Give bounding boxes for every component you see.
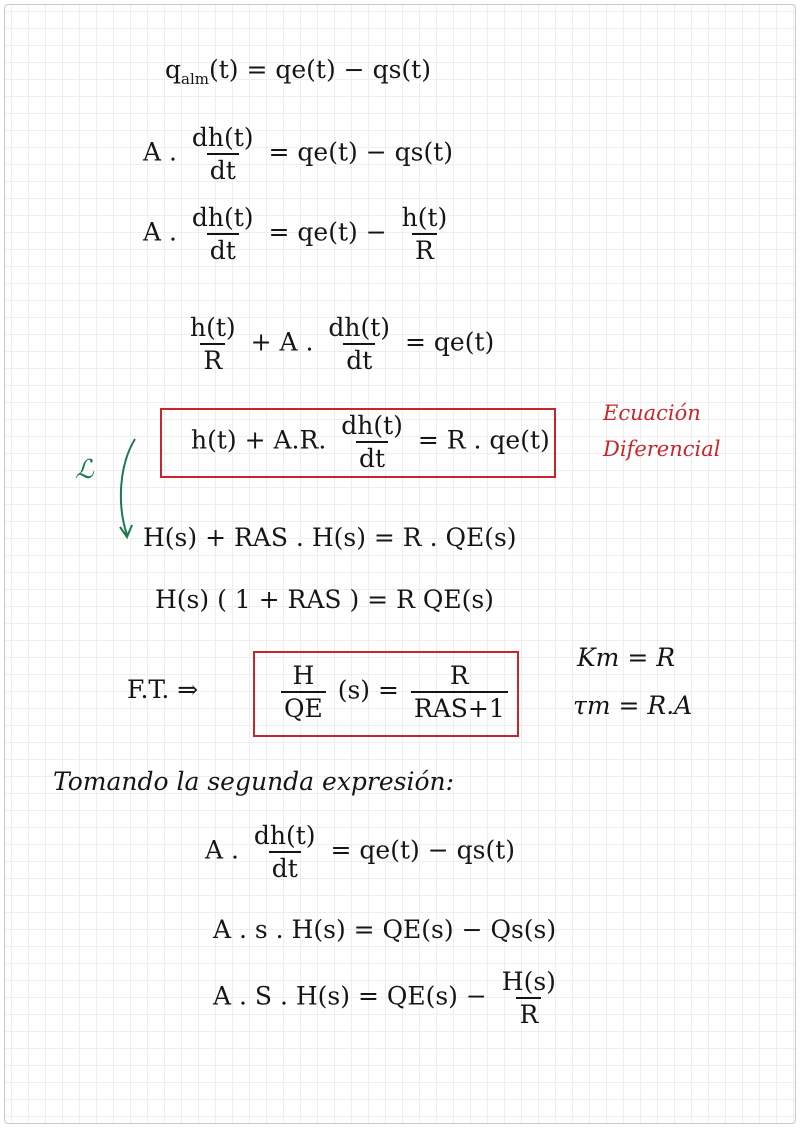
eq11-numerator: H(s) bbox=[501, 967, 556, 996]
ft-numerator-2: R bbox=[449, 661, 469, 690]
annotation-ecuacion: Ecuación bbox=[603, 401, 701, 425]
eq4-denominator-1: R bbox=[200, 343, 225, 373]
equation-factored bbox=[155, 587, 494, 612]
eq2-fraction bbox=[189, 125, 257, 183]
eq3-lhs: A . bbox=[143, 217, 177, 247]
eq3-denominator-2: R bbox=[412, 233, 437, 263]
ft-denominator-1: QE bbox=[281, 691, 326, 721]
eq4-numerator-1: h(t) bbox=[190, 313, 236, 342]
eq9-denominator: dt bbox=[269, 851, 301, 881]
ft-fraction-1 bbox=[281, 663, 326, 721]
prose-tomando: Tomando la segunda expresión: bbox=[53, 767, 455, 796]
tm-definition: τm = R.A bbox=[573, 691, 693, 720]
eq5-numerator: dh(t) bbox=[341, 411, 403, 440]
equation-second-expression bbox=[205, 823, 515, 881]
eq3-fraction bbox=[189, 205, 257, 263]
eq7-text: H(s) ( 1 + RAS ) = R QE(s) bbox=[155, 585, 494, 614]
eq1-lhs-subscript: alm bbox=[181, 70, 209, 88]
eq1-rhs: (t) = qe(t) − qs(t) bbox=[208, 55, 431, 84]
equation-area-derivative bbox=[143, 125, 453, 183]
annotation-diferencial: Diferencial bbox=[603, 437, 721, 462]
transfer-function bbox=[277, 663, 512, 721]
eq4-mid: + A . bbox=[250, 327, 314, 357]
eq4-rhs: = qe(t) bbox=[405, 327, 495, 357]
ft-denominator-2: RAS+1 bbox=[411, 691, 508, 721]
eq11-fraction bbox=[499, 969, 559, 1027]
eq4-denominator-2: dt bbox=[343, 343, 375, 373]
eq9-numerator: dh(t) bbox=[253, 821, 316, 850]
notebook-page bbox=[4, 4, 796, 1124]
eq11-denominator: R bbox=[516, 997, 541, 1027]
equation-laplace-transform bbox=[143, 525, 517, 550]
eq5-fraction bbox=[338, 413, 406, 471]
differential-equation bbox=[191, 413, 550, 471]
eq9-lhs: A . bbox=[205, 835, 239, 865]
km-definition: Km = R bbox=[577, 643, 676, 672]
eq10-text: A . s . H(s) = QE(s) − Qs(s) bbox=[213, 915, 557, 944]
ft-mid: (s) = bbox=[337, 675, 399, 705]
equation-mass-balance bbox=[165, 55, 431, 88]
equation-rearranged bbox=[183, 315, 494, 373]
eq11-lhs: A . S . H(s) = QE(s) − bbox=[213, 981, 487, 1011]
eq2-lhs: A . bbox=[143, 137, 177, 167]
eq2-numerator: dh(t) bbox=[191, 123, 254, 152]
eq3-fraction-2 bbox=[399, 205, 451, 263]
eq4-fraction-1 bbox=[187, 315, 239, 373]
equation-laplace-substituted bbox=[213, 969, 563, 1027]
ft-label: F.T. ⇒ bbox=[127, 675, 199, 704]
equation-laplace-second bbox=[213, 917, 556, 942]
eq2-rhs: = qe(t) − qs(t) bbox=[268, 137, 454, 167]
eq5-rhs: = R . qe(t) bbox=[417, 425, 550, 455]
eq3-denominator: dt bbox=[207, 233, 239, 263]
eq5-denominator: dt bbox=[356, 441, 388, 471]
ft-numerator-1: H bbox=[292, 661, 315, 690]
eq3-rhs: = qe(t) − bbox=[268, 217, 387, 247]
eq4-fraction-2 bbox=[325, 315, 393, 373]
eq5-lhs: h(t) + A.R. bbox=[191, 425, 327, 455]
equation-area-derivative-resistance bbox=[143, 205, 454, 263]
eq3-numerator: dh(t) bbox=[191, 203, 254, 232]
eq1-lhs: q bbox=[165, 55, 182, 84]
annotation-differential-equation bbox=[603, 400, 720, 463]
eq9-rhs: = qe(t) − qs(t) bbox=[330, 835, 516, 865]
eq6-text: H(s) + RAS . H(s) = R . QE(s) bbox=[143, 523, 517, 552]
eq4-numerator-2: dh(t) bbox=[328, 313, 391, 342]
ft-fraction-2 bbox=[411, 663, 508, 721]
laplace-arrow-icon bbox=[105, 435, 145, 545]
eq9-fraction bbox=[251, 823, 319, 881]
eq2-denominator: dt bbox=[207, 153, 239, 183]
eq3-numerator-2: h(t) bbox=[401, 203, 448, 232]
laplace-symbol: ℒ bbox=[75, 455, 94, 485]
transfer-function-label bbox=[127, 677, 198, 702]
